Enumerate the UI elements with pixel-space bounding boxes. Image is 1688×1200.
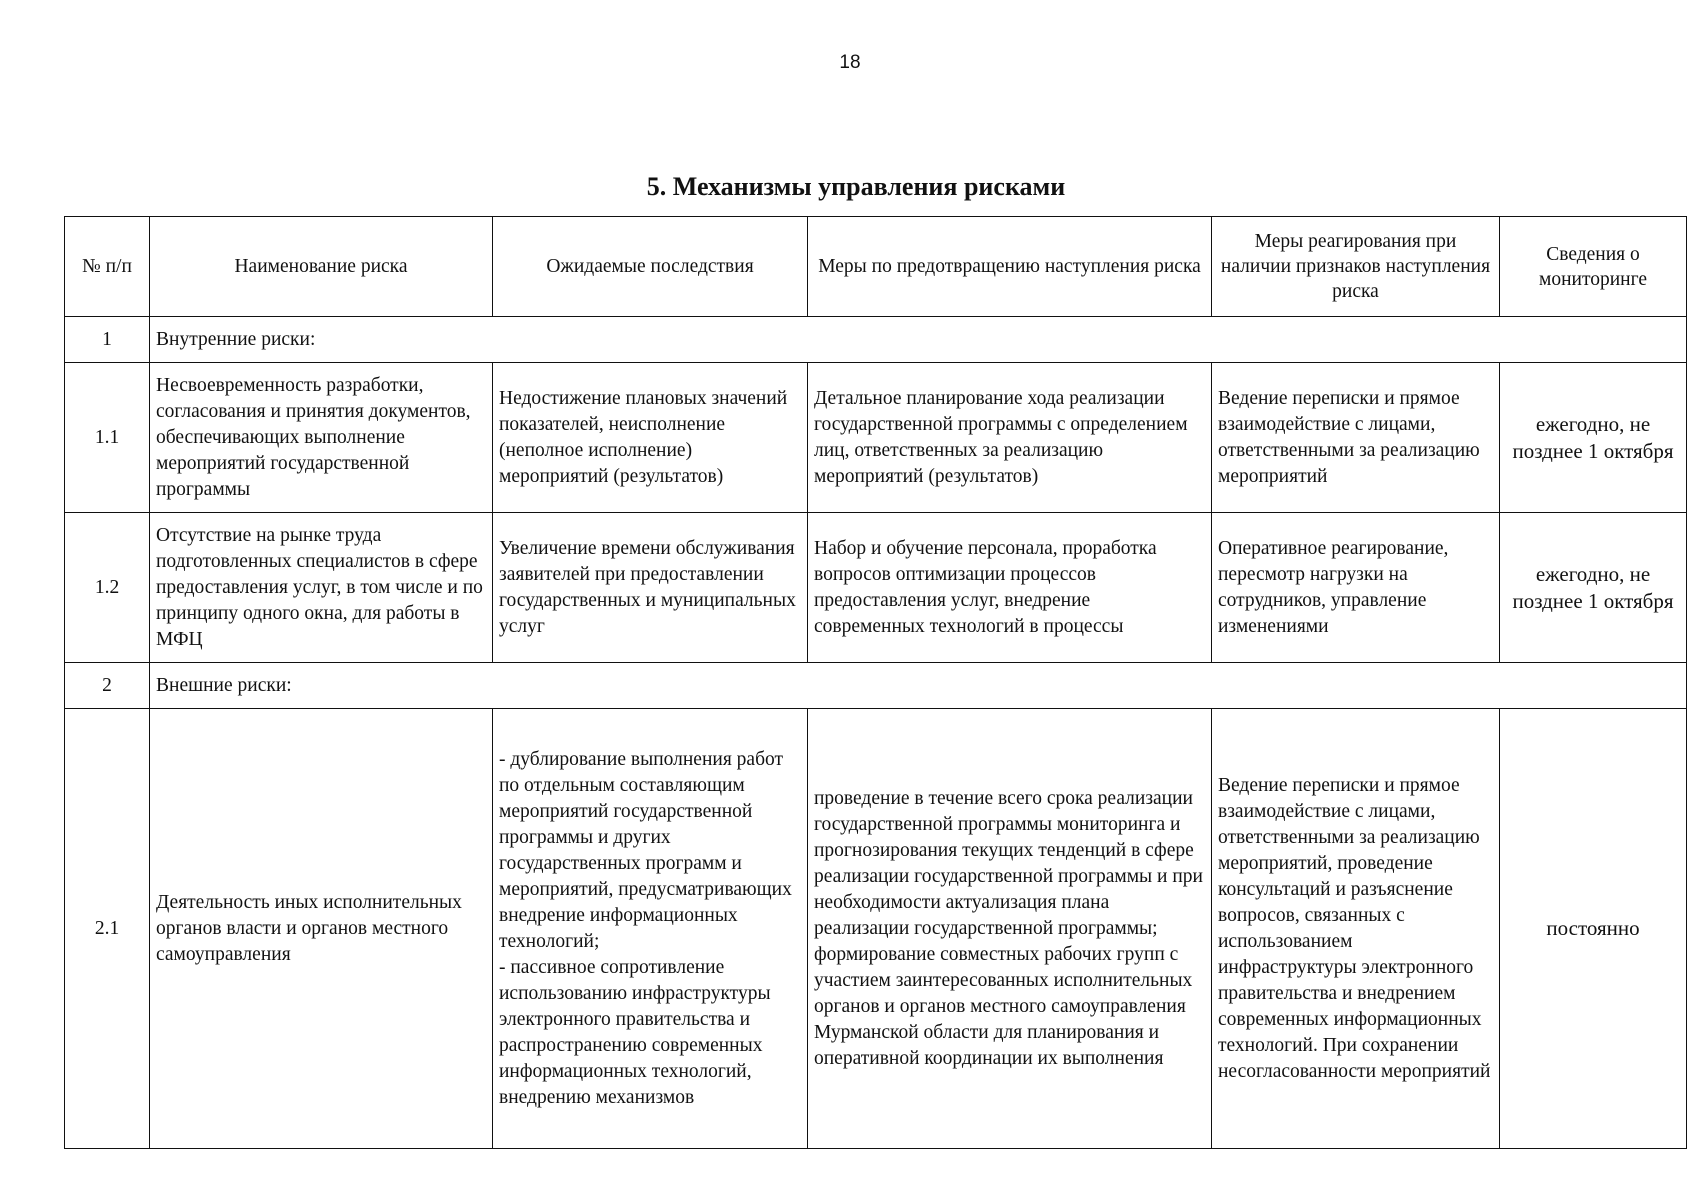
table-row [65,513,1687,663]
header-prevention: Меры по предотвращению наступления риска [808,217,1212,317]
table-row [65,363,1687,513]
row-number: 2.1 [65,709,150,1149]
consequences: Увеличение времени обслуживания заявителей при предоставлении государственных и муниципальных услуг [493,513,808,663]
section-label: Внешние риски: [150,663,1687,709]
row-number: 1.2 [65,513,150,663]
header-consequences: Ожидаемые последствия [493,217,808,317]
prevention-measures: Набор и обучение персонала, проработка вопросов оптимизации процессов предоставления услуг, внедрение современных технологий в процессы [808,513,1212,663]
consequences: - дублирование выполнения работ по отдельным составляющим мероприятий государственной программы и других государственных программ и мероприятий, предусматривающих внедрение информационных технологий; - пассивное сопротивление использованию инфраструктуры электронного правительства и распространению современных информационных технологий, внедрению механизмов [493,709,808,1149]
response-measures: Ведение переписки и прямое взаимодействие с лицами, ответственными за реализацию мероприятий [1212,363,1500,513]
header-risk-name: Наименование риска [150,217,493,317]
section-number: 1 [65,317,150,363]
risk-name: Отсутствие на рынке труда подготовленных специалистов в сфере предоставления услуг, в том числе и по принципу одного окна, для работы в МФЦ [150,513,493,663]
table-row [65,709,1687,1149]
prevention-measures: проведение в течение всего срока реализации государственной программы мониторинга и прогнозирования текущих тенденций в сфере реализации государственной программы и при необходимости актуализация плана реализации государственной программы; формирование совместных рабочих групп с участием заинтересованных исполнительных органов и органов местного самоуправления Мурманской области для планирования и оперативной координации их выполнения [808,709,1212,1149]
risk-name: Несвоевременность разработки, согласования и принятия документов, обеспечивающих выполнение мероприятий государственной программы [150,363,493,513]
table-header-row [65,217,1687,317]
response-measures: Ведение переписки и прямое взаимодействие с лицами, ответственными за реализацию мероприятий, проведение консультаций и разъяснение вопросов, связанных с использованием инфраструктуры электронного правительства и внедрением современных информационных технологий. При сохранении несогласованности мероприятий [1212,709,1500,1149]
monitoring-info: постоянно [1500,709,1687,1149]
risk-name: Деятельность иных исполнительных органов власти и органов местного самоуправления [150,709,493,1149]
response-measures: Оперативное реагирование, пересмотр нагрузки на сотрудников, управление изменениями [1212,513,1500,663]
monitoring-info: ежегодно, не позднее 1 октября [1500,513,1687,663]
section-label: Внутренние риски: [150,317,1687,363]
header-number: № п/п [65,217,150,317]
section-row-internal [65,317,1687,363]
page-number: 18 [839,52,861,73]
page-title: 5. Механизмы управления рисками [646,172,1066,201]
section-number: 2 [65,663,150,709]
risk-management-table [64,216,1687,1149]
header-monitoring: Сведения о мониторинге [1500,217,1687,317]
row-number: 1.1 [65,363,150,513]
header-response: Меры реагирования при наличии признаков наступления риска [1212,217,1500,317]
consequences: Недостижение плановых значений показателей, неисполнение (неполное исполнение) мероприятий (результатов) [493,363,808,513]
prevention-measures: Детальное планирование хода реализации государственной программы с определением лиц, ответственных за реализацию мероприятий (результатов) [808,363,1212,513]
monitoring-info: ежегодно, не позднее 1 октября [1500,363,1687,513]
section-row-external [65,663,1687,709]
